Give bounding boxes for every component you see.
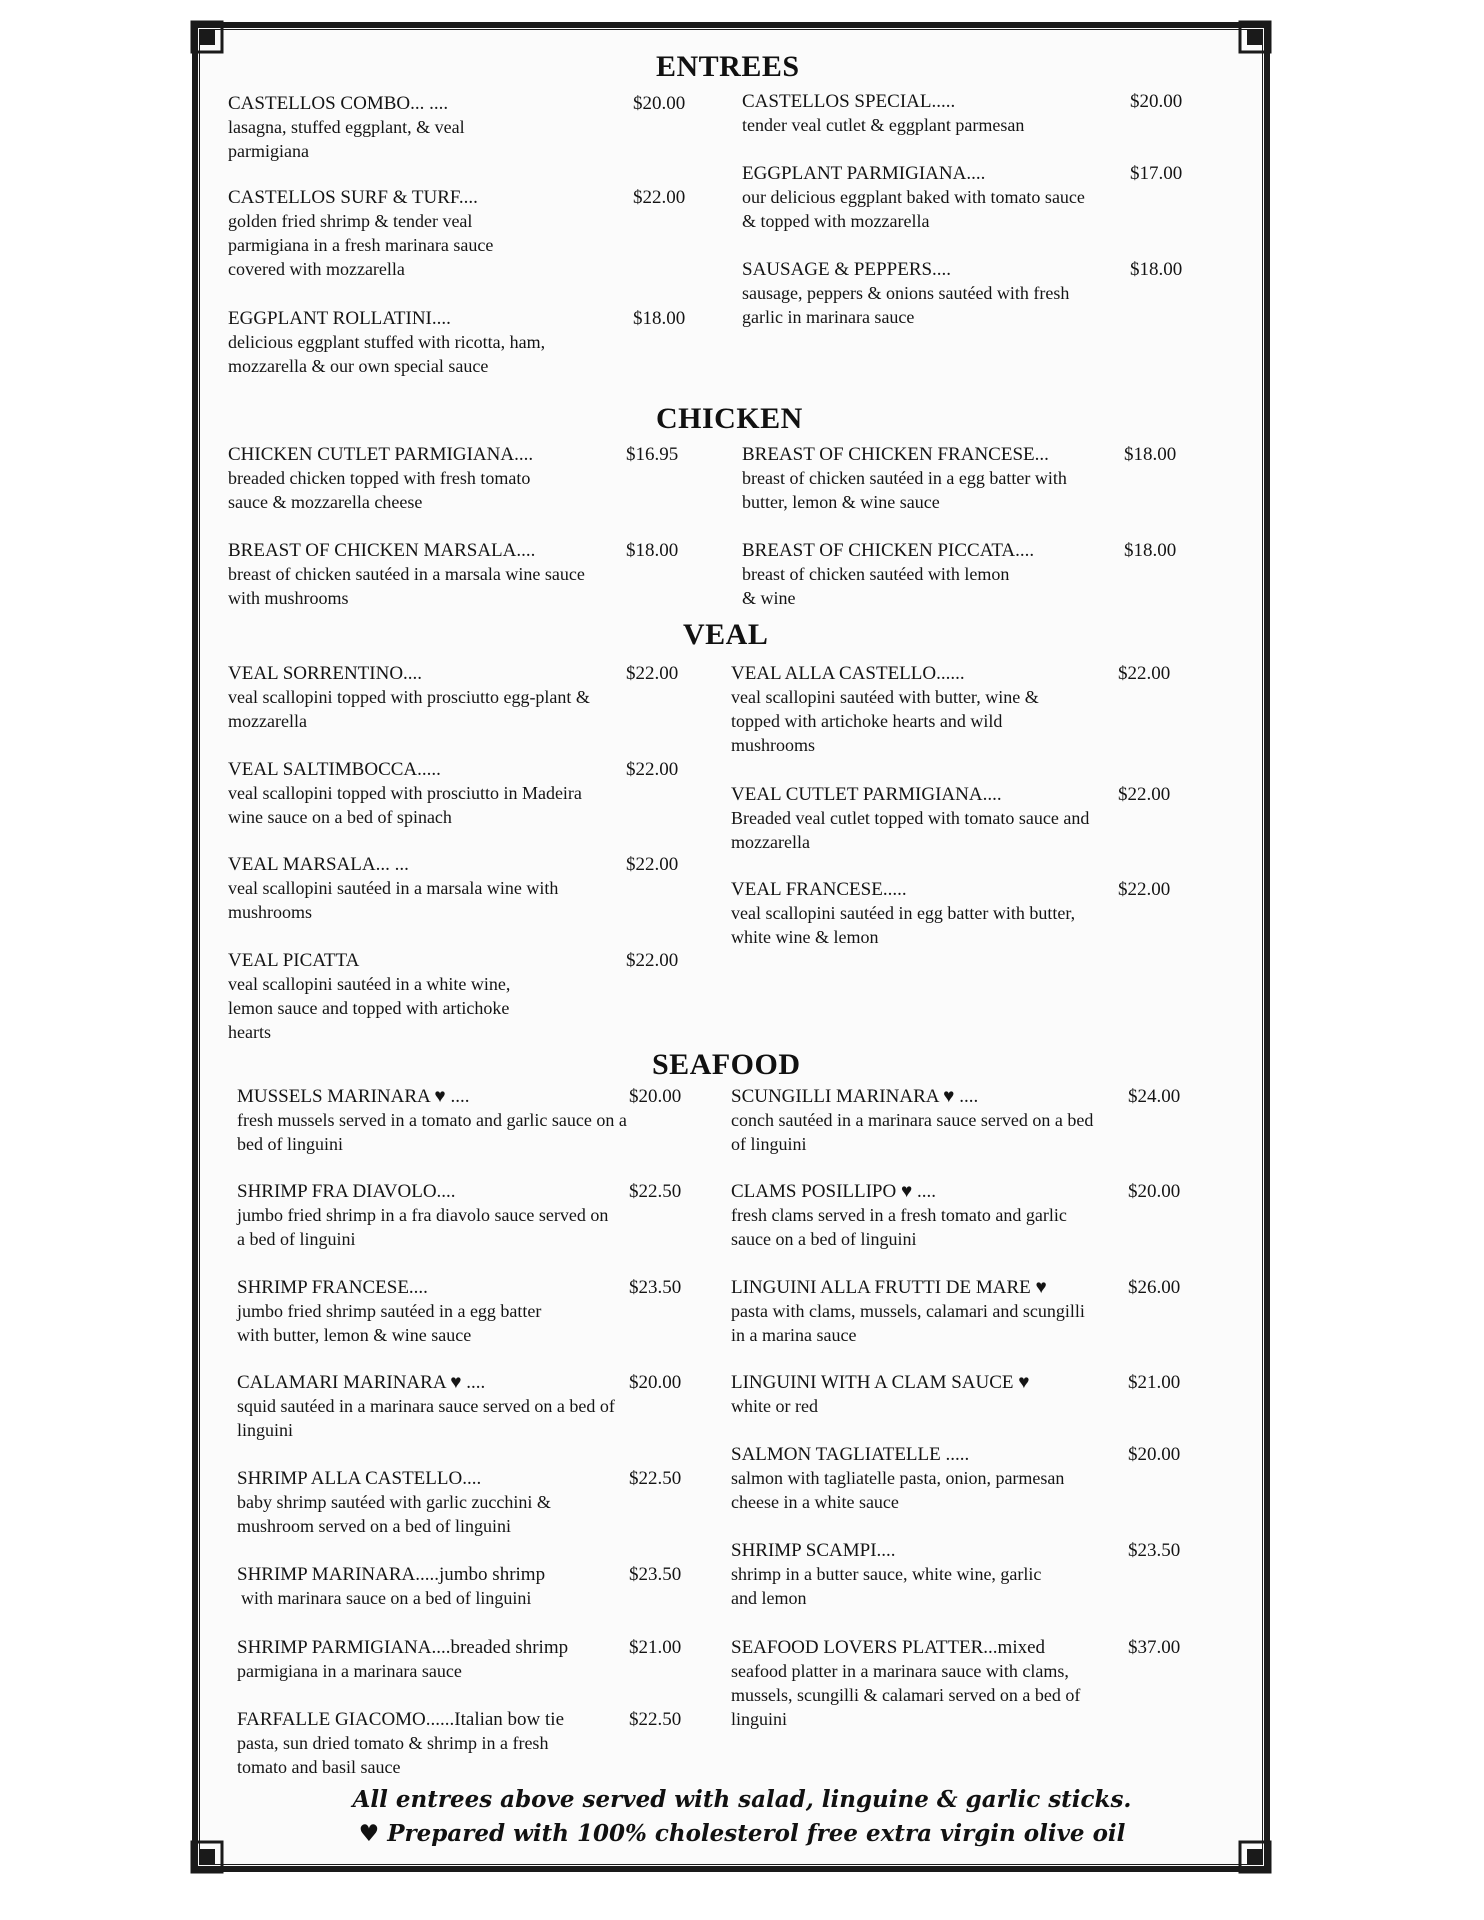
menu-item bbox=[228, 92, 648, 163]
item-name: BREAST OF CHICKEN MARSALA.... bbox=[228, 540, 536, 561]
item-description: our delicious eggplant baked with tomato sauce & topped with mozzarella bbox=[742, 187, 1085, 231]
menu-item bbox=[237, 1371, 657, 1442]
item-price: $23.50 bbox=[629, 1277, 682, 1298]
menu-item bbox=[731, 1443, 1151, 1514]
footer-note-olive-oil: ♥ Prepared with 100% cholesterol free extra virgin olive oil bbox=[358, 1820, 1126, 1847]
item-name: SCUNGILLI MARINARA ♥ .... bbox=[731, 1086, 979, 1107]
item-price: $22.00 bbox=[626, 950, 679, 971]
item-price: $24.00 bbox=[1128, 1086, 1181, 1107]
item-description: shrimp in a butter sauce, white wine, garlic and lemon bbox=[731, 1564, 1042, 1608]
menu-item bbox=[237, 1085, 657, 1156]
item-name: CLAMS POSILLIPO ♥ .... bbox=[731, 1181, 937, 1202]
item-description: veal scallopini topped with prosciutto egg-plant & mozzarella bbox=[228, 687, 590, 731]
menu-item bbox=[228, 949, 648, 1044]
item-name: VEAL SORRENTINO.... bbox=[228, 663, 423, 684]
item-price: $21.00 bbox=[629, 1637, 682, 1658]
item-description: seafood platter in a marinara sauce with clams, mussels, scungilli & calamari served on a bed of linguini bbox=[731, 1661, 1081, 1729]
item-description: white or red bbox=[731, 1396, 818, 1416]
item-price: $18.00 bbox=[1130, 259, 1183, 280]
item-description: squid sautéed in a marinara sauce served on a bed of linguini bbox=[237, 1396, 615, 1440]
section-heading-chicken: CHICKEN bbox=[656, 402, 803, 435]
item-description: breast of chicken sautéed in a egg batter with butter, lemon & wine sauce bbox=[742, 468, 1067, 512]
item-description: fresh mussels served in a tomato and garlic sauce on a bed of linguini bbox=[237, 1110, 627, 1154]
menu-item bbox=[742, 539, 1162, 610]
menu-item bbox=[228, 307, 648, 378]
item-price: $23.50 bbox=[629, 1564, 682, 1585]
item-name: CALAMARI MARINARA ♥ .... bbox=[237, 1372, 486, 1393]
item-name: SHRIMP ALLA CASTELLO.... bbox=[237, 1468, 482, 1489]
item-description: with marinara sauce on a bed of linguini bbox=[241, 1588, 532, 1608]
menu-item bbox=[731, 1180, 1151, 1251]
menu-item bbox=[731, 1636, 1151, 1731]
item-name: LINGUINI ALLA FRUTTI DE MARE ♥ bbox=[731, 1277, 1047, 1298]
menu-item bbox=[228, 758, 648, 829]
section-heading-entrees: ENTREES bbox=[656, 50, 800, 83]
menu-item bbox=[742, 443, 1162, 514]
item-description: jumbo fried shrimp sautéed in a egg batter with butter, lemon & wine sauce bbox=[237, 1301, 542, 1345]
item-description: baby shrimp sautéed with garlic zucchini & mushroom served on a bed of linguini bbox=[237, 1492, 551, 1536]
section-heading-seafood: SEAFOOD bbox=[652, 1048, 801, 1081]
item-name: SAUSAGE & PEPPERS.... bbox=[742, 259, 952, 280]
item-name: BREAST OF CHICKEN FRANCESE... bbox=[742, 444, 1049, 465]
item-description: tender veal cutlet & eggplant parmesan bbox=[742, 115, 1025, 135]
item-price: $22.00 bbox=[626, 759, 679, 780]
item-price: $20.00 bbox=[629, 1372, 682, 1393]
item-name: SHRIMP SCAMPI.... bbox=[731, 1540, 896, 1561]
item-description: jumbo fried shrimp in a fra diavolo sauce served on a bed of linguini bbox=[237, 1205, 609, 1249]
item-description: golden fried shrimp & tender veal parmigiana in a fresh marinara sauce covered with mozzarella bbox=[228, 211, 494, 279]
item-name: SALMON TAGLIATELLE ..... bbox=[731, 1444, 970, 1465]
item-name: CASTELLOS COMBO... .... bbox=[228, 93, 449, 114]
menu-item bbox=[237, 1563, 657, 1610]
menu-item bbox=[731, 1539, 1151, 1610]
item-description: Breaded veal cutlet topped with tomato sauce and mozzarella bbox=[731, 808, 1090, 852]
menu-item bbox=[742, 258, 1162, 329]
item-price: $22.00 bbox=[1118, 663, 1171, 684]
item-price: $22.50 bbox=[629, 1709, 682, 1730]
item-price: $20.00 bbox=[1130, 91, 1183, 112]
item-description: pasta, sun dried tomato & shrimp in a fresh tomato and basil sauce bbox=[237, 1733, 549, 1777]
item-name: VEAL MARSALA... ... bbox=[228, 854, 409, 875]
menu-item bbox=[237, 1636, 657, 1683]
menu-item bbox=[731, 1085, 1151, 1156]
item-name: VEAL ALLA CASTELLO...... bbox=[731, 663, 965, 684]
item-description: lasagna, stuffed eggplant, & veal parmigiana bbox=[228, 117, 465, 161]
item-name: CHICKEN CUTLET PARMIGIANA.... bbox=[228, 444, 534, 465]
item-price: $26.00 bbox=[1128, 1277, 1181, 1298]
menu-item bbox=[237, 1467, 657, 1538]
item-price: $22.50 bbox=[629, 1468, 682, 1489]
item-name: VEAL PICATTA bbox=[228, 950, 360, 971]
item-description: breaded chicken topped with fresh tomato sauce & mozzarella cheese bbox=[228, 468, 531, 512]
menu-item bbox=[237, 1708, 657, 1779]
item-description: veal scallopini topped with prosciutto in Madeira wine sauce on a bed of spinach bbox=[228, 783, 582, 827]
item-name: VEAL FRANCESE..... bbox=[731, 879, 907, 900]
item-name: SHRIMP PARMIGIANA....breaded shrimp bbox=[237, 1637, 569, 1658]
item-price: $20.00 bbox=[633, 93, 686, 114]
item-name: LINGUINI WITH A CLAM SAUCE ♥ bbox=[731, 1372, 1030, 1393]
item-name: FARFALLE GIACOMO......Italian bow tie bbox=[237, 1709, 565, 1730]
item-price: $18.00 bbox=[1124, 444, 1177, 465]
item-description: delicious eggplant stuffed with ricotta, ham, mozzarella & our own special sauce bbox=[228, 332, 546, 376]
menu-item bbox=[731, 783, 1151, 854]
section-heading-veal: VEAL bbox=[683, 618, 769, 651]
item-name: MUSSELS MARINARA ♥ .... bbox=[237, 1086, 470, 1107]
menu-item bbox=[731, 662, 1151, 757]
menu-item bbox=[228, 186, 648, 281]
item-description: veal scallopini sautéed in egg batter with butter, white wine & lemon bbox=[731, 903, 1076, 947]
item-price: $22.00 bbox=[1118, 879, 1171, 900]
item-price: $22.00 bbox=[626, 663, 679, 684]
menu-item bbox=[228, 443, 648, 514]
item-price: $22.00 bbox=[1118, 784, 1171, 805]
item-price: $20.00 bbox=[1128, 1444, 1181, 1465]
menu-item bbox=[742, 162, 1162, 233]
menu-item bbox=[237, 1180, 657, 1251]
menu-item bbox=[731, 1276, 1151, 1347]
item-price: $17.00 bbox=[1130, 163, 1183, 184]
item-description: breast of chicken sautéed with lemon & wine bbox=[742, 564, 1010, 608]
corner-ornament-icon bbox=[190, 20, 224, 54]
item-description: conch sautéed in a marinara sauce served on a bed of linguini bbox=[731, 1110, 1094, 1154]
item-price: $23.50 bbox=[1128, 1540, 1181, 1561]
item-name: SHRIMP FRANCESE.... bbox=[237, 1277, 428, 1298]
menu-item bbox=[731, 1371, 1151, 1418]
item-description: veal scallopini sautéed with butter, wine & topped with artichoke hearts and wild mushrooms bbox=[731, 687, 1039, 755]
item-description: veal scallopini sautéed in a white wine, lemon sauce and topped with artichoke hearts bbox=[228, 974, 511, 1042]
menu-item bbox=[731, 878, 1151, 949]
item-description: salmon with tagliatelle pasta, onion, parmesan cheese in a white sauce bbox=[731, 1468, 1065, 1512]
item-name: SHRIMP MARINARA.....jumbo shrimp bbox=[237, 1564, 546, 1585]
item-price: $18.00 bbox=[1124, 540, 1177, 561]
item-name: EGGPLANT ROLLATINI.... bbox=[228, 308, 451, 329]
item-price: $21.00 bbox=[1128, 1372, 1181, 1393]
menu-item bbox=[742, 90, 1162, 137]
menu-item bbox=[228, 853, 648, 924]
menu-item bbox=[237, 1276, 657, 1347]
footer-note-sides: All entrees above served with salad, linguine & garlic sticks. bbox=[352, 1786, 1132, 1813]
menu-item bbox=[228, 662, 648, 733]
item-name: SHRIMP FRA DIAVOLO.... bbox=[237, 1181, 456, 1202]
item-price: $20.00 bbox=[1128, 1181, 1181, 1202]
item-price: $22.00 bbox=[626, 854, 679, 875]
item-price: $22.50 bbox=[629, 1181, 682, 1202]
item-price: $37.00 bbox=[1128, 1637, 1181, 1658]
item-name: VEAL SALTIMBOCCA..... bbox=[228, 759, 441, 780]
item-name: SEAFOOD LOVERS PLATTER...mixed bbox=[731, 1637, 1046, 1658]
item-description: fresh clams served in a fresh tomato and garlic sauce on a bed of linguini bbox=[731, 1205, 1067, 1249]
item-price: $20.00 bbox=[629, 1086, 682, 1107]
item-name: BREAST OF CHICKEN PICCATA.... bbox=[742, 540, 1035, 561]
item-price: $18.00 bbox=[633, 308, 686, 329]
item-price: $18.00 bbox=[626, 540, 679, 561]
corner-ornament-icon bbox=[1238, 20, 1272, 54]
item-description: pasta with clams, mussels, calamari and scungilli in a marina sauce bbox=[731, 1301, 1085, 1345]
item-price: $22.00 bbox=[633, 187, 686, 208]
menu-item bbox=[228, 539, 648, 610]
item-description: sausage, peppers & onions sautéed with fresh garlic in marinara sauce bbox=[742, 283, 1070, 327]
item-name: CASTELLOS SURF & TURF.... bbox=[228, 187, 478, 208]
item-name: CASTELLOS SPECIAL..... bbox=[742, 91, 956, 112]
item-price: $16.95 bbox=[626, 444, 679, 465]
item-name: VEAL CUTLET PARMIGIANA.... bbox=[731, 784, 1002, 805]
item-name: EGGPLANT PARMIGIANA.... bbox=[742, 163, 986, 184]
item-description: parmigiana in a marinara sauce bbox=[237, 1661, 462, 1681]
item-description: breast of chicken sautéed in a marsala wine sauce with mushrooms bbox=[228, 564, 585, 608]
item-description: veal scallopini sautéed in a marsala wine with mushrooms bbox=[228, 878, 559, 922]
